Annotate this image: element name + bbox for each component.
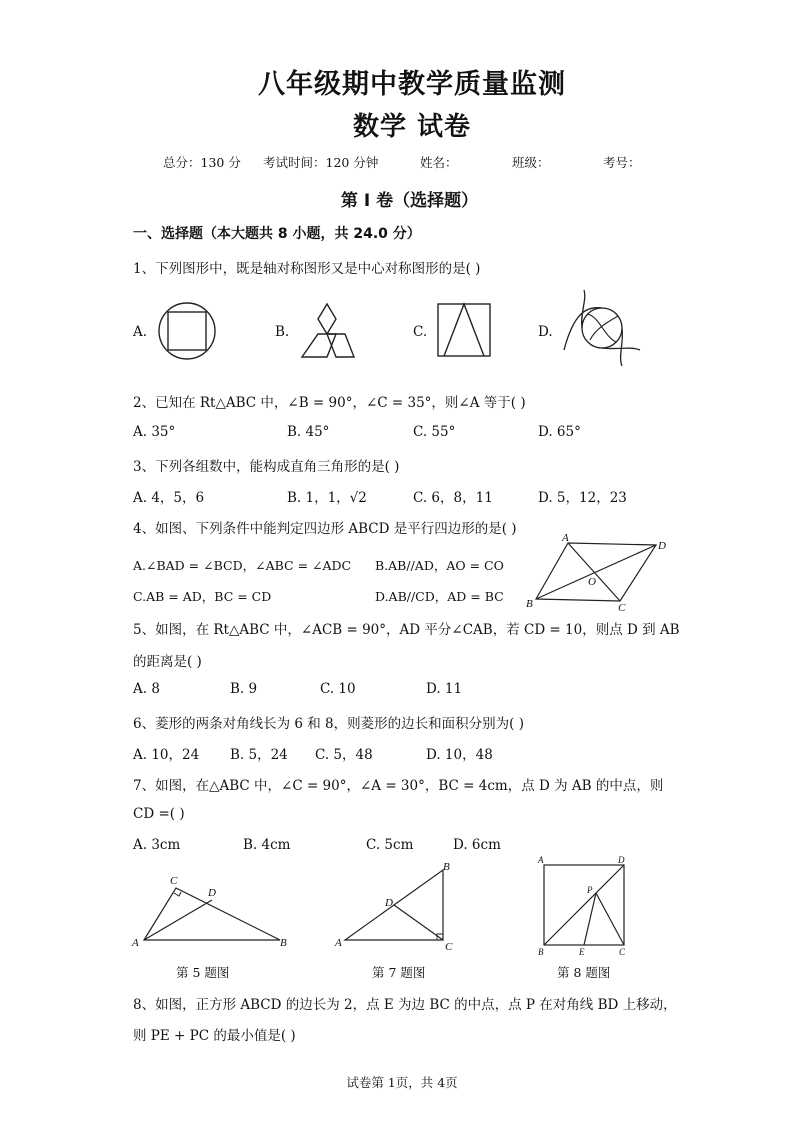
- q3-option-b: B. 1，1，√2: [287, 490, 367, 506]
- q4-figure: [526, 532, 670, 615]
- q7-stem-line2: CD =( ): [133, 806, 185, 822]
- q8-label-c: C: [619, 947, 626, 957]
- q4-label-d: D: [658, 540, 666, 552]
- q7-label-a: A: [335, 937, 342, 949]
- q5-label-b: B: [280, 937, 287, 949]
- q6-stem: 6、菱形的两条对角线长为 6 和 8，则菱形的边长和面积分别为( ): [133, 716, 524, 732]
- q4-label-c: C: [618, 602, 626, 614]
- q7-option-b: B. 4cm: [243, 837, 291, 853]
- q2-option-c: C. 55°: [413, 424, 456, 440]
- number-field: 考号：: [603, 155, 641, 170]
- q4-option-b: B.AB//AD，AO = CO: [375, 558, 504, 573]
- exam-time: 考试时间：120 分钟: [263, 155, 379, 170]
- exam-subtitle: 数学 试卷: [352, 112, 472, 142]
- q7-label-c: C: [445, 941, 453, 953]
- q8-label-b: B: [538, 947, 544, 957]
- q1-option-b: B.: [275, 324, 290, 340]
- q8-label-d: D: [618, 855, 625, 865]
- q3-stem: 3、下列各组数中，能构成直角三角形的是( ): [133, 459, 400, 475]
- q2-option-a: A. 35°: [133, 424, 176, 440]
- q1-stem: 1、下列图形中，既是轴对称图形又是中心对称图形的是( ): [133, 261, 481, 277]
- q7-option-a: A. 3cm: [133, 837, 181, 853]
- q4-option-d: D.AB//CD，AD = BC: [375, 589, 504, 604]
- q8-stem-line1: 8、如图，正方形 ABCD 的边长为 2，点 E 为边 BC 的中点，点 P 在对角线 BD 上移动，: [133, 997, 677, 1013]
- q5-label-d: D: [208, 887, 216, 899]
- part-title: 一、选择题（本大题共 8 小题，共 24.0 分）: [133, 226, 421, 242]
- q7-option-d: D. 6cm: [453, 837, 501, 853]
- q6-option-b: B. 5，24: [230, 747, 288, 763]
- q8-stem-line2: 则 PE + PC 的最小值是( ): [133, 1028, 296, 1044]
- q7-label-b: B: [443, 861, 450, 873]
- section-title: 第 I 卷（选择题）: [340, 191, 479, 211]
- q5-option-c: C. 10: [320, 681, 356, 697]
- q1-figure-d: [562, 288, 642, 368]
- q2-option-d: D. 65°: [538, 424, 581, 440]
- q4-label-a: A: [562, 532, 569, 544]
- q2-option-b: B. 45°: [287, 424, 330, 440]
- q3-option-c: C. 6，8，11: [413, 490, 493, 506]
- q6-option-d: D. 10，48: [426, 747, 493, 763]
- page-footer: 试卷第 1页，共 4页: [346, 1075, 458, 1090]
- q8-figure-caption: 第 8 题图: [557, 965, 611, 980]
- q4-stem: 4、如图、下列条件中能判定四边形 ABCD 是平行四边形的是( ): [133, 521, 517, 537]
- q5-label-a: A: [132, 937, 139, 949]
- q7-option-c: C. 5cm: [366, 837, 414, 853]
- total-score: 总分：130 分: [163, 155, 241, 170]
- q3-option-a: A. 4，5，6: [133, 490, 205, 506]
- class-field: 班级：: [512, 155, 550, 170]
- q4-label-o: O: [588, 576, 596, 588]
- q1-option-a: A.: [133, 324, 148, 340]
- q8-label-a: A: [538, 855, 544, 865]
- q1-figure-c: [436, 302, 496, 362]
- q7-figure: [335, 860, 465, 955]
- q6-option-c: C. 5，48: [315, 747, 373, 763]
- q8-label-p: P: [587, 885, 593, 895]
- q5-figure-caption: 第 5 题图: [176, 965, 230, 980]
- q1-figure-a: [158, 302, 218, 362]
- q8-figure: [535, 855, 635, 955]
- q5-option-b: B. 9: [230, 681, 258, 697]
- q6-option-a: A. 10，24: [133, 747, 200, 763]
- q4-option-c: C.AB = AD，BC = CD: [133, 589, 272, 604]
- q4-label-b: B: [526, 598, 533, 610]
- q5-figure: [130, 870, 295, 955]
- q7-figure-caption: 第 7 题图: [372, 965, 426, 980]
- q7-label-d: D: [385, 897, 393, 909]
- exam-title: 八年级期中教学质量监测: [258, 69, 566, 100]
- q1-option-c: C.: [413, 324, 428, 340]
- q5-option-a: A. 8: [133, 681, 160, 697]
- q3-option-d: D. 5，12，23: [538, 490, 627, 506]
- name-field: 姓名：: [420, 155, 458, 170]
- q5-stem-line2: 的距离是( ): [133, 654, 202, 670]
- q5-label-c: C: [170, 875, 178, 887]
- q8-label-e: E: [579, 947, 585, 957]
- q1-option-d: D.: [538, 324, 553, 340]
- q7-stem-line1: 7、如图，在△ABC 中，∠C = 90°，∠A = 30°，BC = 4cm，点 D 为 AB 的中点，则: [133, 778, 664, 794]
- q4-option-a: A.∠BAD = ∠BCD，∠ABC = ∠ADC: [133, 558, 352, 573]
- q5-stem-line1: 5、如图，在 Rt△ABC 中，∠ACB = 90°，AD 平分∠CAB，若 CD = 10，则点 D 到 AB: [133, 622, 680, 638]
- q1-figure-b: [300, 302, 360, 362]
- q5-option-d: D. 11: [426, 681, 463, 697]
- q2-stem: 2、已知在 Rt△ABC 中，∠B = 90°，∠C = 35°，则∠A 等于( ): [133, 395, 526, 411]
